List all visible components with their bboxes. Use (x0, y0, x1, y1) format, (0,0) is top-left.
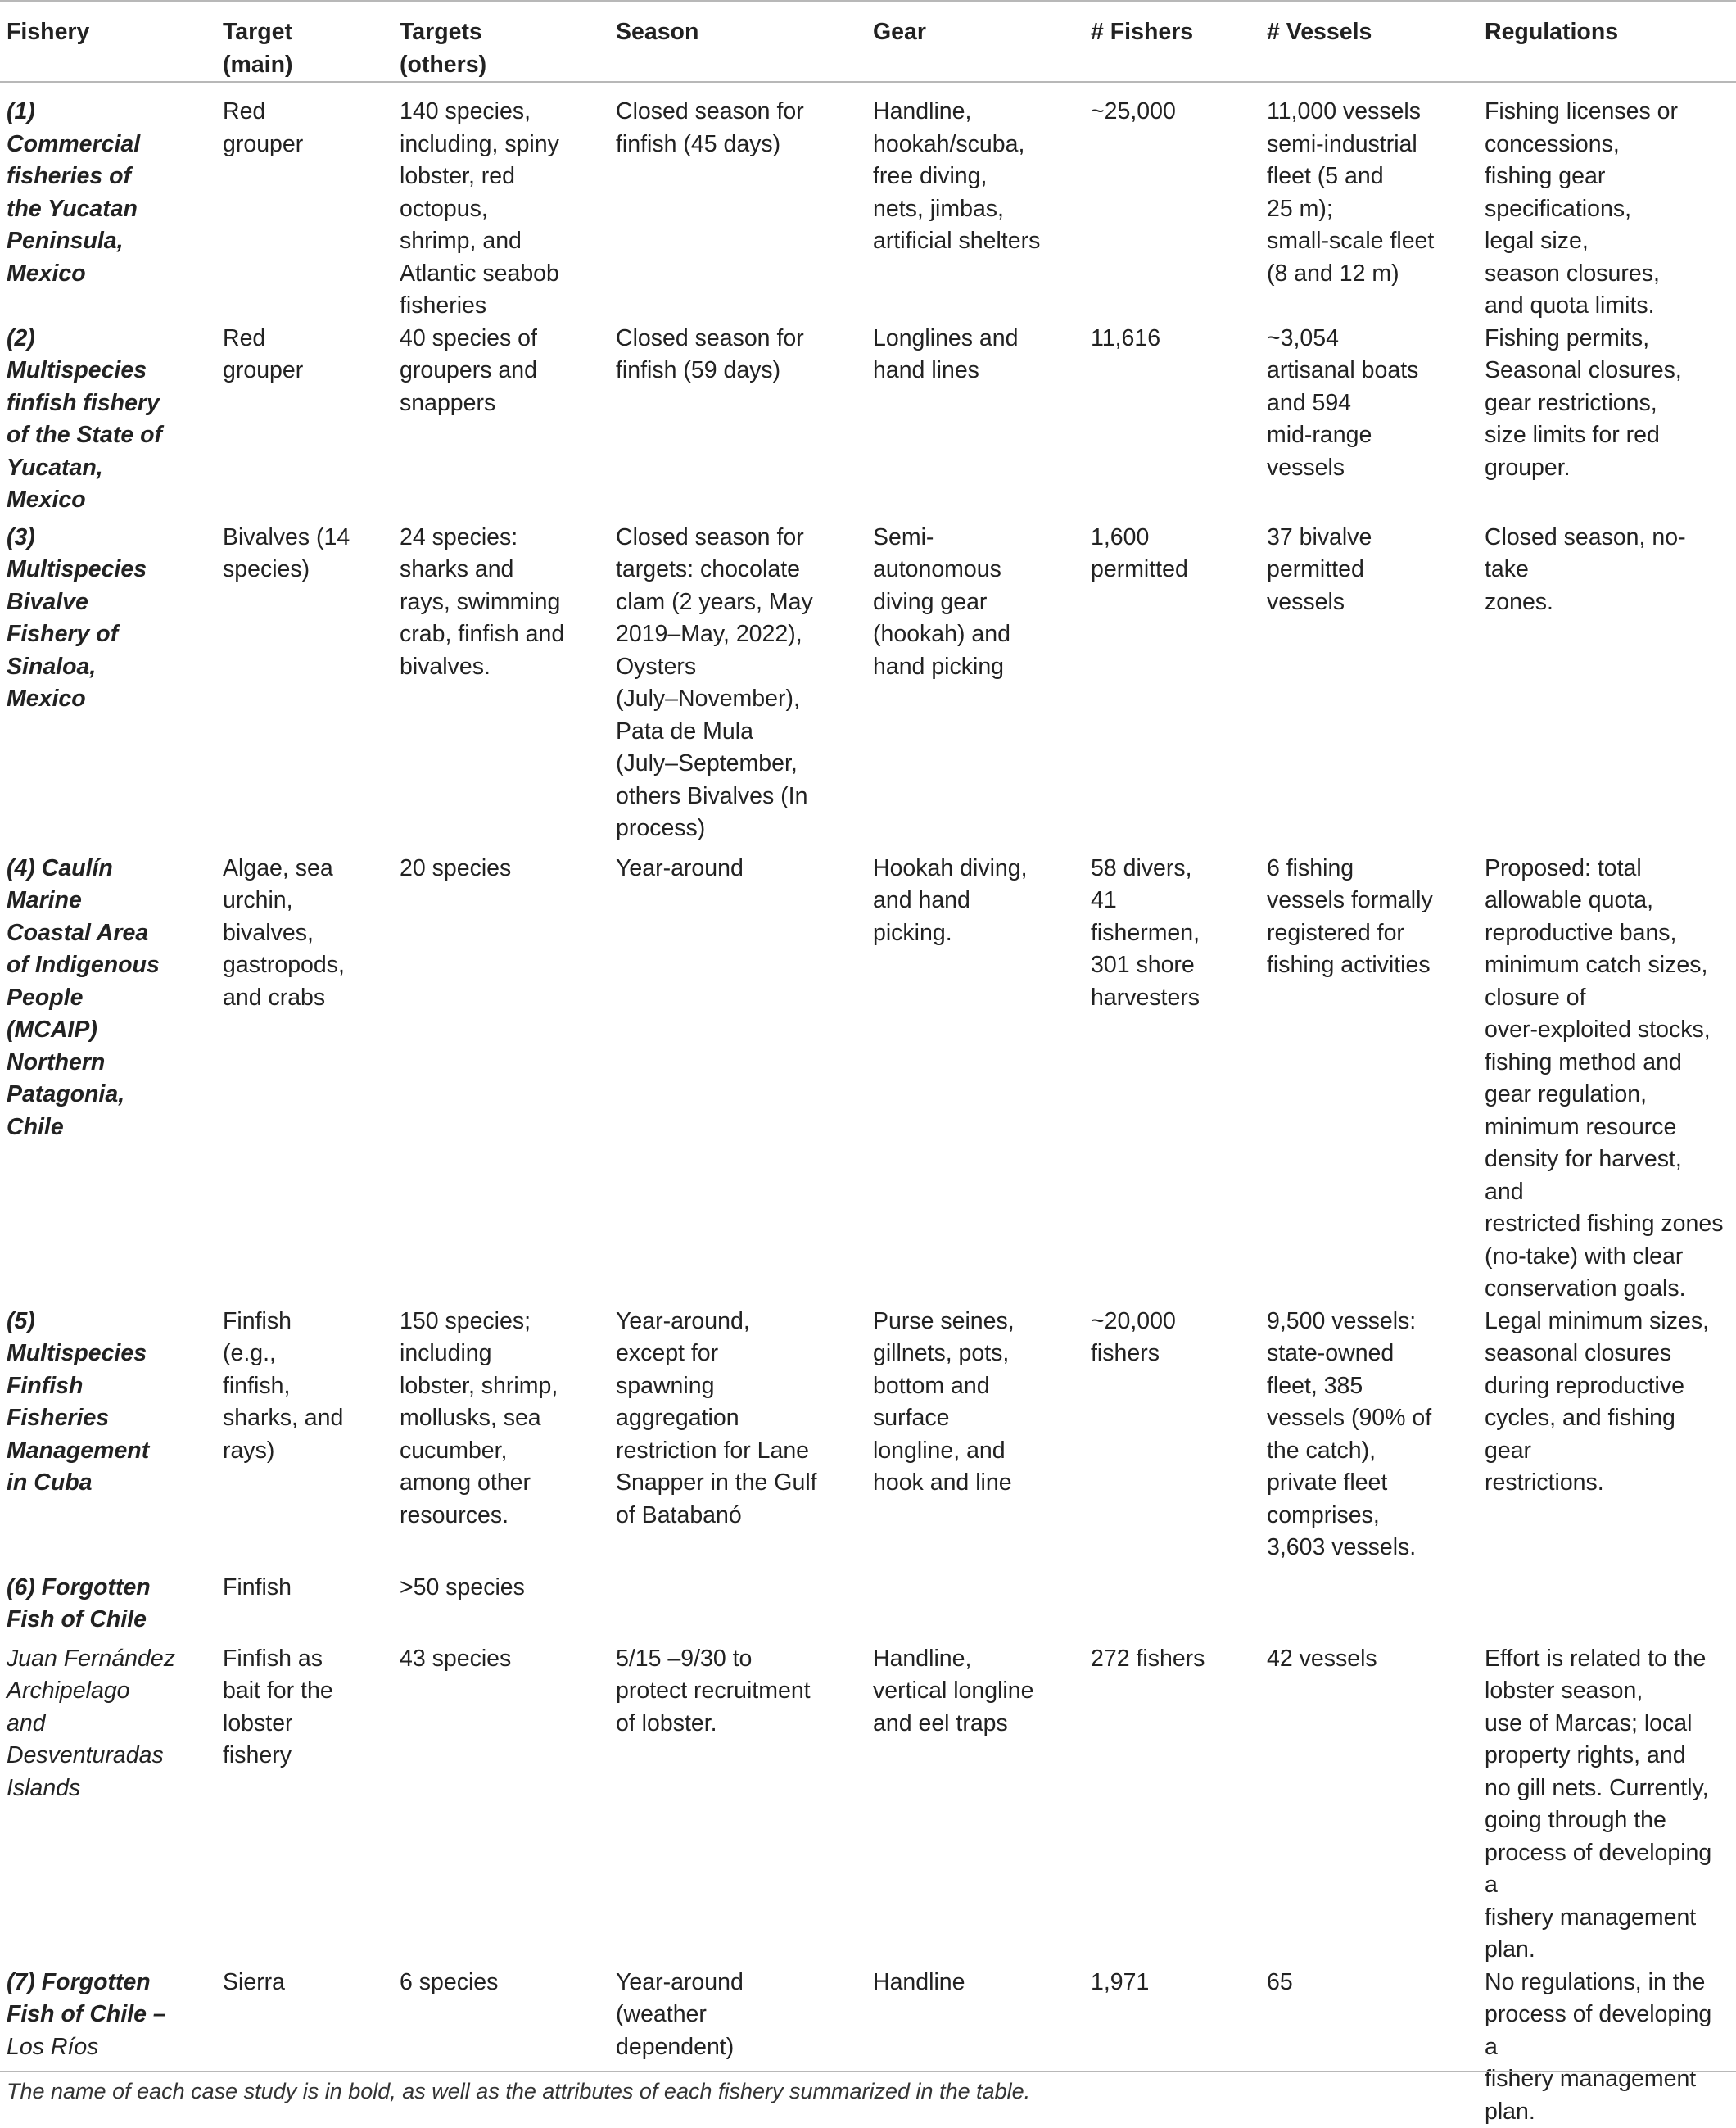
cell-target-main: Red grouper (223, 82, 400, 323)
cell-gear: Handline, vertical longline and eel traps (873, 1643, 1091, 1967)
cell-fishery: (4) Caulín Marine Coastal Area of Indigenous People (MCAIP) Northern Patagonia, Chile (0, 853, 223, 1306)
header-season: Season (616, 1, 873, 82)
cell-targets-other: 20 species (400, 853, 616, 1306)
cell-target-main: Sierra (223, 1967, 400, 2128)
cell-targets-other: 150 species; including lobster, shrimp, mollusks, sea cucumber, among other resources. (400, 1306, 616, 1572)
cell-fishery: (1) Commercial fisheries of the Yucatan Peninsula, Mexico (0, 82, 223, 323)
cell-target-main: Finfish as bait for the lobster fishery (223, 1643, 400, 1967)
fishery-name-region: Los Ríos (7, 2034, 98, 2060)
cell-vessels: ~3,054 artisanal boats and 594 mid-range vessels (1267, 323, 1485, 522)
cell-vessels: 11,000 vessels semi-industrial fleet (5 and 25 m); small-scale fleet (8 and 12 m) (1267, 82, 1485, 323)
cell-fishers: 1,971 (1091, 1967, 1267, 2128)
cell-gear: Longlines and hand lines (873, 323, 1091, 522)
header-targets-others: Targets (others) (400, 1, 616, 82)
cell-fishery: Juan Fernández Archipelago and Desventuradas Islands (0, 1643, 223, 1967)
cell-regulations: No regulations, in the process of developing a fishery management plan. (1485, 1967, 1736, 2128)
cell-gear: Purse seines, gillnets, pots, bottom and surface longline, and hook and line (873, 1306, 1091, 1572)
cell-vessels: 37 bivalve permitted vessels (1267, 522, 1485, 853)
table-row (0, 522, 1736, 853)
cell-regulations: Proposed: total allowable quota, reproductive bans, minimum catch sizes, closure of over-exploited stocks, fishing method and gear regulation, minimum resource density for harvest, and restricted fishing zones (no-take) with clear conservation goals. (1485, 853, 1736, 1306)
cell-fishers: ~20,000 fishers (1091, 1306, 1267, 1572)
cell-season: Year-around (weather dependent) (616, 1967, 873, 2128)
header-gear: Gear (873, 1, 1091, 82)
cell-fishery: (3) Multispecies Bivalve Fishery of Sinaloa, Mexico (0, 522, 223, 853)
cell-vessels: 65 (1267, 1967, 1485, 2128)
table-bottom-rule (0, 2071, 1736, 2072)
cell-regulations: Effort is related to the lobster season, use of Marcas; local property rights, and no gill nets. Currently, going through the process of developing a fishery management plan. (1485, 1643, 1736, 1967)
table-row (0, 853, 1736, 1306)
cell-season: Year-around, except for spawning aggregation restriction for Lane Snapper in the Gulf of Batabanó (616, 1306, 873, 1572)
header-target-main: Target (main) (223, 1, 400, 82)
cell-vessels (1267, 1572, 1485, 1643)
cell-vessels: 9,500 vessels: state-owned fleet, 385 vessels (90% of the catch), private fleet comprises, 3,603 vessels. (1267, 1306, 1485, 1572)
cell-gear: Semi- autonomous diving gear (hookah) and hand picking (873, 522, 1091, 853)
cell-gear: Handline, hookah/scuba, free diving, nets, jimbas, artificial shelters (873, 82, 1091, 323)
cell-regulations: Fishing permits, Seasonal closures, gear restrictions, size limits for red grouper. (1485, 323, 1736, 522)
cell-gear: Hookah diving, and hand picking. (873, 853, 1091, 1306)
cell-season: 5/15 –9/30 to protect recruitment of lobster. (616, 1643, 873, 1967)
cell-targets-other: 43 species (400, 1643, 616, 1967)
cell-fishers: 1,600 permitted (1091, 522, 1267, 853)
cell-regulations: Legal minimum sizes, seasonal closures during reproductive cycles, and fishing gear restrictions. (1485, 1306, 1736, 1572)
fishery-name-bold: (7) Forgotten Fish of Chile – (7, 1969, 166, 2028)
cell-targets-other: 40 species of groupers and snappers (400, 323, 616, 522)
cell-fishers: 11,616 (1091, 323, 1267, 522)
cell-regulations (1485, 1572, 1736, 1643)
cell-fishery: (6) Forgotten Fish of Chile (0, 1572, 223, 1643)
table-row (0, 1306, 1736, 1572)
cell-regulations: Fishing licenses or concessions, fishing gear specifications, legal size, season closures, and quota limits. (1485, 82, 1736, 323)
cell-season: Year-around (616, 853, 873, 1306)
header-vessels: # Vessels (1267, 1, 1485, 82)
header-fishers: # Fishers (1091, 1, 1267, 82)
header-regulations: Regulations (1485, 1, 1736, 82)
cell-season: Closed season for finfish (59 days) (616, 323, 873, 522)
cell-fishery: (2) Multispecies finfish fishery of the State of Yucatan, Mexico (0, 323, 223, 522)
table-row (0, 1572, 1736, 1643)
cell-target-main: Finfish (223, 1572, 400, 1643)
cell-season: Closed season for finfish (45 days) (616, 82, 873, 323)
cell-regulations: Closed season, no-take zones. (1485, 522, 1736, 853)
cell-gear (873, 1572, 1091, 1643)
cell-fishers: ~25,000 (1091, 82, 1267, 323)
cell-fishers: 58 divers, 41 fishermen, 301 shore harvesters (1091, 853, 1267, 1306)
table-row (0, 82, 1736, 323)
cell-target-main: Bivalves (14 species) (223, 522, 400, 853)
cell-target-main: Red grouper (223, 323, 400, 522)
cell-fishers (1091, 1572, 1267, 1643)
cell-season: Closed season for targets: chocolate clam (2 years, May 2019–May, 2022), Oysters (July–November), Pata de Mula (July–September, others Bivalves (In process) (616, 522, 873, 853)
cell-targets-other: 24 species: sharks and rays, swimming crab, finfish and bivalves. (400, 522, 616, 853)
cell-target-main: Finfish (e.g., finfish, sharks, and rays) (223, 1306, 400, 1572)
header-fishery: Fishery (0, 1, 223, 82)
cell-vessels: 42 vessels (1267, 1643, 1485, 1967)
cell-targets-other: 140 species, including, spiny lobster, red octopus, shrimp, and Atlantic seabob fisheries (400, 82, 616, 323)
cell-fishery: (5) Multispecies Finfish Fisheries Management in Cuba (0, 1306, 223, 1572)
cell-vessels: 6 fishing vessels formally registered for fishing activities (1267, 853, 1485, 1306)
cell-fishers: 272 fishers (1091, 1643, 1267, 1967)
cell-target-main: Algae, sea urchin, bivalves, gastropods, and crabs (223, 853, 400, 1306)
cell-targets-other: >50 species (400, 1572, 616, 1643)
table-header-row (0, 1, 1736, 82)
cell-season (616, 1572, 873, 1643)
table-row (0, 323, 1736, 522)
table-row (0, 1643, 1736, 1967)
cell-targets-other: 6 species (400, 1967, 616, 2128)
table-footnote: The name of each case study is in bold, as well as the attributes of each fishery summarized in the table. (7, 2079, 1030, 2104)
cell-gear: Handline (873, 1967, 1091, 2128)
